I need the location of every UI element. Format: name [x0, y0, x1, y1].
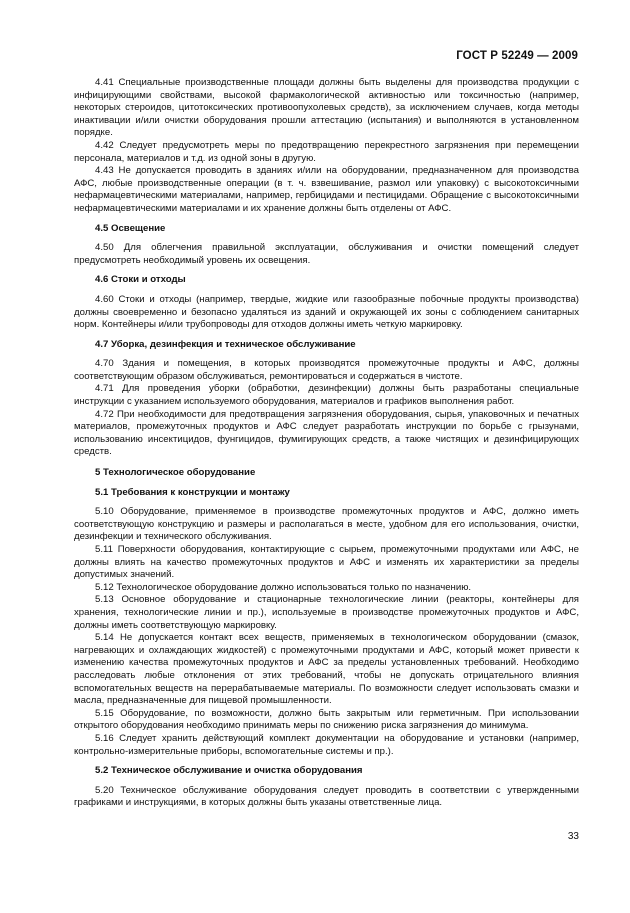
paragraph-4-41: 4.41 Специальные производственные площади должны быть выделены для производства продукции с инфицирующими свойствами, высокой фармакологической активностью или токсичностью (например, некоторых стероидов, цитотоксических противоопухолевых средств), за исключением случаев, когда методы инактивации и/или очистки оборудования прошли аттестацию (испытания) и выполняются в установленном порядке. — [74, 77, 579, 139]
paragraph-5-10: 5.10 Оборудование, применяемое в производстве промежуточных продуктов и АФС, должно иметь соответствующую конструкцию и размеры и располагаться в месте, удобном для его использования, очистки, дезинфекции и технического обслуживания. — [74, 506, 579, 543]
section-heading-4-7: 4.7 Уборка, дезинфекция и техническое обслуживание — [95, 338, 356, 350]
paragraph-5-12: 5.12 Технологическое оборудование должно использоваться только по назначению. — [95, 581, 472, 593]
paragraph-4-43: 4.43 Не допускается проводить в зданиях и/или на оборудовании, предназначенном для производства АФС, любые производственные операции (в т. ч. взвешивание, размол или упаковку) с высокотоксичными нефармацевтическими материалами, например, гербицидами и пестицидами. Обращение с высокотоксичными нефармацевтическими материалами и их хранение должны быть отделены от АФС. — [74, 165, 579, 214]
standard-header: ГОСТ Р 52249 — 2009 — [456, 50, 578, 62]
section-heading-4-6: 4.6 Стоки и отходы — [95, 274, 186, 286]
paragraph-5-11: 5.11 Поверхности оборудования, контактирующие с сырьем, промежуточными продуктами или АФС, не должны влиять на качество промежуточных продуктов и АФС и изменять их характеристики за пределы допустимых значений. — [74, 544, 579, 581]
section-heading-5-2: 5.2 Техническое обслуживание и очистка оборудования — [95, 765, 363, 777]
paragraph-5-16: 5.16 Следует хранить действующий комплект документации на оборудование и установки (например, контрольно-измерительные приборы, вспомогательные системы и пр.). — [74, 732, 579, 757]
paragraph-5-20: 5.20 Техническое обслуживание оборудования следует проводить в соответствии с утвержденными графиками и инструкциями, в которых должны быть указаны ответственные лица. — [74, 784, 579, 809]
page-number: 33 — [567, 831, 579, 842]
paragraph-5-14: 5.14 Не допускается контакт всех веществ, применяемых в технологическом оборудовании (смазок, нагревающих и охлаждающих жидкостей) с промежуточными продуктами и АФС, который может привести к изменению качества промежуточных продуктов и АФС за пределы установленных требований. Необходимо расследовать любые отклонения от этих требований, чтобы не допускать отрицательного влияния вспомогательных веществ на перерабатываемые материалы. По возможности следует использовать смазки и масла, предназначенные для пищевой промышленности. — [74, 632, 579, 707]
paragraph-5-15: 5.15 Оборудование, по возможности, должно быть закрытым или герметичным. При использовании открытого оборудования необходимо принимать меры по снижению риска загрязнения до минимума. — [74, 707, 579, 732]
paragraph-4-71: 4.71 Для проведения уборки (обработки, дезинфекции) должны быть разработаны специальные инструкции с указанием используемого оборудования, материалов и графиков выполнения работ. — [74, 383, 579, 408]
paragraph-5-13: 5.13 Основное оборудование и стационарные технологические линии (реакторы, контейнеры для хранения, технологические линии и пр.), используемые в производстве промежуточных продуктов и АФС, должны иметь соответствующую маркировку. — [74, 594, 579, 631]
paragraph-4-72: 4.72 При необходимости для предотвращения загрязнения оборудования, сырья, упаковочных и печатных материалов, промежуточных продуктов и АФС следует разработать инструкции по борьбе с грызунами, использованию инсектицидов, фунгицидов, фумигирующих средств, а также чистящих и дезинфицирующих средств. — [74, 408, 579, 458]
paragraph-4-60: 4.60 Стоки и отходы (например, твердые, жидкие или газообразные побочные продукты производства) должны своевременно и безопасно удаляться из зданий и окружающей их зоны с соблюдением санитарных норм. Контейнеры и/или трубопроводы для отходов должны иметь четкую маркировку. — [74, 293, 579, 331]
paragraph-4-70: 4.70 Здания и помещения, в которых производятся промежуточные продукты и АФС, должны соответствующим образом обслуживаться, ремонтироваться и содержаться в чистоте. — [74, 358, 579, 382]
chapter-heading-5: 5 Технологическое оборудование — [95, 467, 256, 479]
document-body — [74, 77, 579, 810]
paragraph-4-42: 4.42 Следует предусмотреть меры по предотвращению перекрестного загрязнения при перемещении персонала, материалов и т.д. из одной зоны в другую. — [74, 139, 579, 164]
paragraph-4-50: 4.50 Для облегчения правильной эксплуатации, обслуживания и очистки помещений следует предусмотреть необходимый уровень их освещения. — [74, 242, 579, 266]
section-heading-5-1: 5.1 Требования к конструкции и монтажу — [95, 486, 290, 498]
section-heading-4-5: 4.5 Освещение — [95, 222, 166, 234]
